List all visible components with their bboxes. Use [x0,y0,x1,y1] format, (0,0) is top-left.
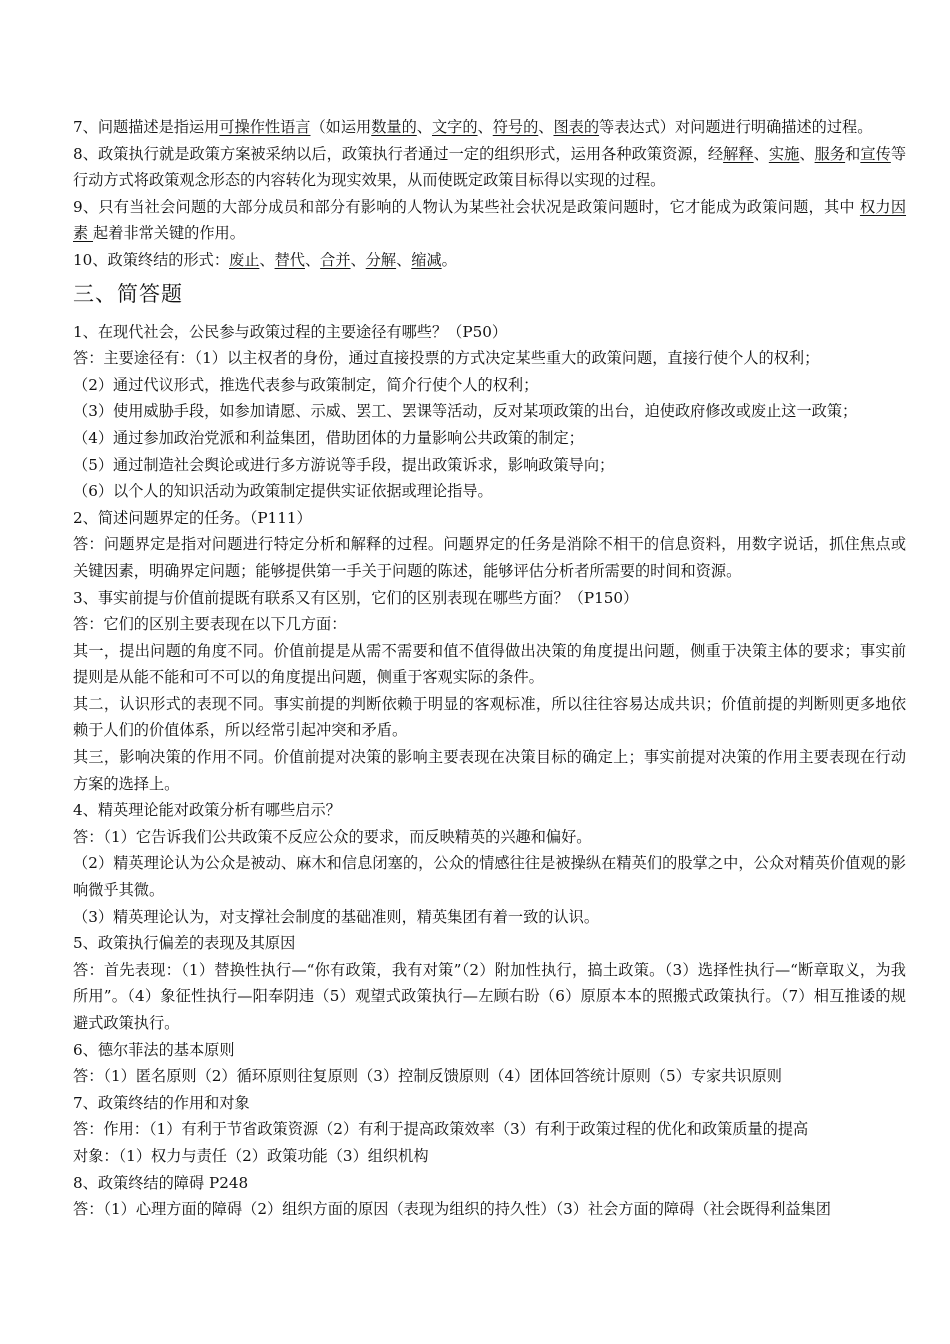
underlined-answer: 分解 [365,250,397,269]
underlined-answer: 废止 [229,250,260,269]
qa-line: 2、简述问题界定的任务。（P111） [73,508,312,527]
text-segment: 、 [350,250,366,269]
document-page [73,114,906,1223]
fill-in-answers [73,114,906,274]
text-segment: 、 [538,118,554,136]
text-segment: 等行动方式将政策观念形态的内容转化为现实效果，从而使既定政策目标得以实现的过程。 [73,144,907,190]
text-segment: 、 [304,250,321,269]
text-segment: 、 [259,250,275,269]
text-segment: 8、政策执行就是政策方案被采纳以后，政策执行者通过一定的组织形式，运用各种政策资源，经 [73,144,724,163]
text-segment: 、 [416,118,432,136]
text-segment: 9、只有当社会问题的大部分成员和部分有影响的人物认为某些社会状况是政策问题时，它才能成为政策问题，其中 [73,197,860,216]
qa-line: 答：它们的区别主要表现在以下几方面： [73,615,347,634]
fill-item [73,194,906,247]
underlined-answer: 替代 [274,250,305,269]
text-segment: 和 [845,144,861,163]
text-segment: 起着非常关键的作用。 [93,224,245,243]
fill-item [73,141,906,194]
qa-line: 7、政策终结的作用和对象 [73,1093,250,1112]
underlined-answer: 数量的 [371,118,417,136]
underlined-answer: 权力因素 [73,197,907,243]
qa-line: （3）精英理论认为，对支撑社会制度的基础准则，精英集团有着一致的认识。 [73,907,600,926]
underlined-answer: 服务 [814,144,846,163]
qa-line: 答：（1）匿名原则（2）循环原则往复原则（3）控制反馈原则（4）团体回答统计原则（5）专家共识原则 [73,1067,782,1086]
qa-line: 1、在现代社会，公民参与政策过程的主要途径有哪些？（P50） [73,322,508,341]
qa-line: 其二，认识形式的表现不同。事实前提的判断依赖于明显的客观标准，所以往往容易达成共识；价值前提的判断则更多地依赖于人们的价值体系，所以经常引起冲突和矛盾。 [73,694,906,740]
qa-line: （2）精英理论认为公众是被动、麻木和信息闭塞的，公众的情感往往是被操纵在精英们的股掌之中，公众对精英价值观的影响微乎其微。 [73,854,906,900]
qa-line: 4、精英理论能对政策分析有哪些启示？ [73,801,341,820]
text-segment: 、 [396,250,412,269]
underlined-answer: 符号的 [492,118,539,136]
qa-line: 答：（1）它告诉我们公共政策不反应公众的要求，而反映精英的兴趣和偏好。 [73,827,592,846]
qa-line: 其一，提出问题的角度不同。价值前提是从需不需要和值不值得做出决策的角度提出问题，侧重于决策主体的要求；事实前提则是从能不能和可不可以的角度提出问题，侧重于客观实际的条件。 [73,641,906,687]
text-segment: 、 [477,118,493,136]
qa-line: 答：问题界定是指对问题进行特定分析和解释的过程。问题界定的任务是消除不相干的信息资料，用数字说话，抓住焦点或关键因素，明确界定问题；能够提供第一手关于问题的陈述，能够评估分析者所需要的时间和资源。 [73,535,906,580]
qa-line: 答：主要途径有：（1）以主权者的身份，通过直接投票的方式决定某些重大的政策问题，直接行使个人的权利； [73,349,820,368]
qa-line: 答：（1）心理方面的障碍（2）组织方面的原因（表现为组织的持久性）（3）社会方面的障碍（社会既得利益集团 [73,1200,831,1219]
fill-item [73,247,906,274]
fill-item [73,114,906,141]
qa-line: （6）以个人的知识活动为政策制定提供实证依据或理论指导。 [73,482,493,501]
text-segment: 10、政策终结的形式： [73,250,230,269]
qa-line: （4）通过参加政治党派和利益集团，借助团体的力量影响公共政策的制定； [73,428,584,447]
qa-line: （2）通过代议形式，推选代表参与政策制定，简介行使个人的权利； [73,375,539,394]
short-answer-section [73,319,906,1223]
qa-line: 答：首先表现：（1）替换性执行—“你有政策，我有对策”（2）附加性执行，搞土政策。（3）选择性执行—“断章取义，为我所用”。（4）象征性执行—阳奉阴违（5）观望式政策执行—左顾右盼（6）原原本本的照搬式政策执行。（7）相互推诿的规避式政策执行。 [73,960,906,1032]
text-segment: 等表达式）对问题进行明确描述的过程。 [599,118,873,136]
underlined-answer: 解释 [723,144,754,163]
qa-line: （3）使用威胁手段，如参加请愿、示威、罢工、罢课等活动，反对某项政策的出台，迫使政府修改或废止这一政策； [73,402,858,421]
underlined-answer: 可操作性语言 [219,118,311,136]
section-title: 三、简答题 [73,281,183,306]
qa-line: 6、德尔菲法的基本原则 [73,1040,235,1059]
text-segment: 7、问题描述是指运用 [73,118,220,136]
qa-line: 对象：（1）权力与责任（2）政策功能（3）组织机构 [73,1146,429,1165]
qa-line: 答：作用：（1）有利于节省政策资源（2）有利于提高政策效率（3）有利于政策过程的优化和政策质量的提高 [73,1120,809,1139]
qa-line: 8、政策终结的障碍 P248 [73,1173,249,1192]
qa-line: （5）通过制造社会舆论或进行多方游说等手段，提出政策诉求，影响政策导向； [73,455,615,474]
qa-line: 3、事实前提与价值前提既有联系又有区别，它们的区别表现在哪些方面？（P150） [73,588,639,607]
qa-line: 其三，影响决策的作用不同。价值前提对决策的影响主要表现在决策目标的确定上；事实前提对决策的作用主要表现在行动方案的选择上。 [73,748,906,793]
text-segment: 、 [753,144,769,163]
text-segment: 。 [441,250,457,269]
underlined-answer: 图表的 [553,118,600,136]
underlined-answer: 合并 [320,250,351,269]
text-segment: （如运用 [310,118,372,136]
qa-line: 5、政策执行偏差的表现及其原因 [73,934,296,953]
underlined-answer: 宣传 [860,144,891,163]
text-segment: 、 [799,144,815,163]
underlined-answer: 文字的 [431,118,478,136]
underlined-answer: 缩减 [411,250,442,269]
underlined-answer: 实施 [768,144,800,163]
